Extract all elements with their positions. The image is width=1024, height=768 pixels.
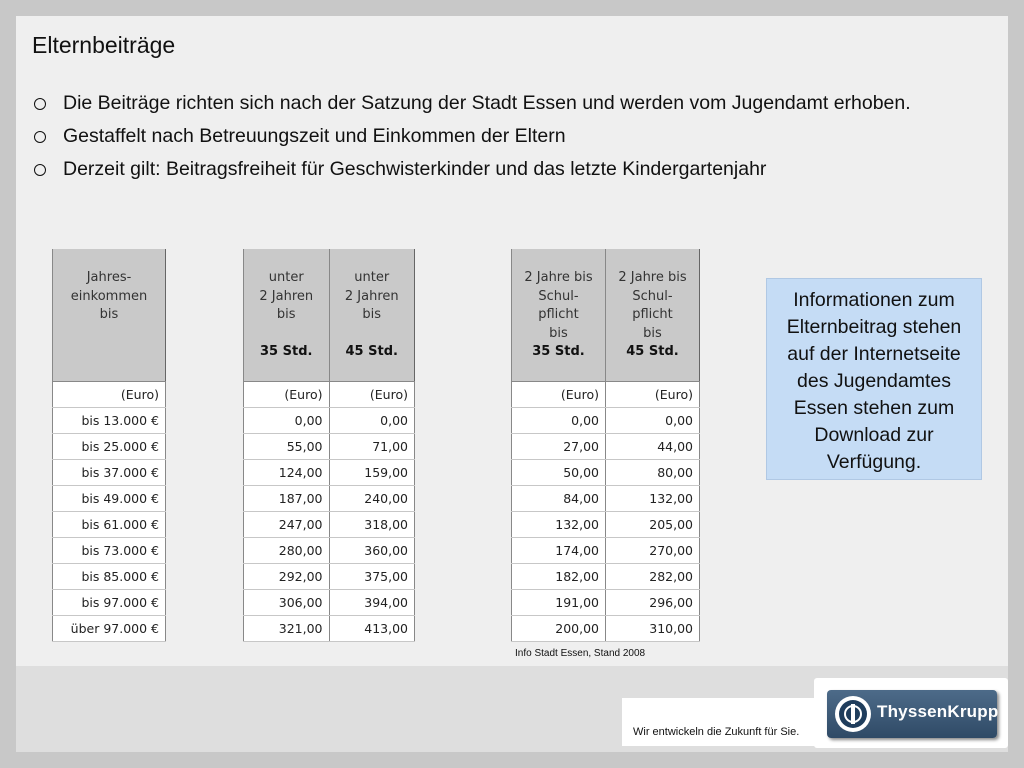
slide-title: Elternbeiträge — [32, 32, 176, 58]
table-row: über 97.000 € — [53, 615, 166, 641]
table-row: 187,00 240,00 — [244, 485, 415, 511]
table-row: 0,00 0,00 — [244, 407, 415, 433]
logo-text: ThyssenKrupp — [877, 702, 999, 721]
column-header: 2 Jahre bis Schul- pflicht bis 45 Std. — [606, 249, 700, 381]
table-row: bis 85.000 € — [53, 563, 166, 589]
table-row: 280,00 360,00 — [244, 537, 415, 563]
table-header-row — [512, 249, 700, 381]
logo-emblem-icon — [835, 696, 871, 732]
bullet-circle-icon — [34, 131, 46, 143]
table-row: 191,00 296,00 — [512, 589, 700, 615]
table-header-row — [53, 249, 166, 381]
table-row: 321,00 413,00 — [244, 615, 415, 641]
unit-row: (Euro) — [53, 381, 166, 407]
table-row: bis 97.000 € — [53, 589, 166, 615]
table-row: 182,00 282,00 — [512, 563, 700, 589]
bullet-circle-icon — [34, 164, 46, 176]
bullet-item: Derzeit gilt: Beitragsfreiheit für Geschwisterkinder und das letzte Kindergartenjahr — [32, 156, 972, 183]
table-row: bis 13.000 € — [53, 407, 166, 433]
table-row: 174,00 270,00 — [512, 537, 700, 563]
source-note: Info Stadt Essen, Stand 2008 — [515, 648, 646, 659]
tagline-box — [622, 698, 830, 746]
table-row: 55,00 71,00 — [244, 433, 415, 459]
income-table — [52, 249, 166, 642]
table-row: 292,00 375,00 — [244, 563, 415, 589]
thyssenkrupp-logo — [827, 690, 997, 738]
bullet-item: Gestaffelt nach Betreuungszeit und Einkommen der Eltern — [32, 123, 972, 150]
unit-row: (Euro) (Euro) — [244, 381, 415, 407]
table-row: bis 61.000 € — [53, 511, 166, 537]
column-header: unter 2 Jahren bis 45 Std. — [329, 249, 415, 381]
table-row: 0,00 0,00 — [512, 407, 700, 433]
footer-tagline: Wir entwickeln die Zukunft für Sie. — [633, 726, 800, 738]
bullet-list — [32, 90, 972, 189]
table-row: 124,00 159,00 — [244, 459, 415, 485]
bullet-item: Die Beiträge richten sich nach der Satzung der Stadt Essen und werden vom Jugendamt erhoben. — [32, 90, 972, 117]
column-header: 2 Jahre bis Schul- pflicht bis 35 Std. — [512, 249, 606, 381]
table-row: 84,00 132,00 — [512, 485, 700, 511]
bullet-circle-icon — [34, 98, 46, 110]
table-header-row — [244, 249, 415, 381]
table-row: 132,00 205,00 — [512, 511, 700, 537]
table-row: bis 73.000 € — [53, 537, 166, 563]
under-two-years-table — [243, 249, 415, 642]
table-row: 306,00 394,00 — [244, 589, 415, 615]
column-header: unter 2 Jahren bis 35 Std. — [244, 249, 330, 381]
info-box: Informationen zum Elternbeitrag stehen auf der Internetseite des Jugendamtes Essen stehen zum Download zur Verfügung. — [766, 278, 982, 480]
table-row: 247,00 318,00 — [244, 511, 415, 537]
two-years-to-school-table — [511, 249, 700, 642]
table-row: 27,00 44,00 — [512, 433, 700, 459]
unit-row: (Euro) (Euro) — [512, 381, 700, 407]
income-header: Jahres- einkommen bis — [53, 249, 166, 381]
table-row: 200,00 310,00 — [512, 615, 700, 641]
table-row: bis 25.000 € — [53, 433, 166, 459]
table-row: bis 37.000 € — [53, 459, 166, 485]
table-row: bis 49.000 € — [53, 485, 166, 511]
table-row: 50,00 80,00 — [512, 459, 700, 485]
